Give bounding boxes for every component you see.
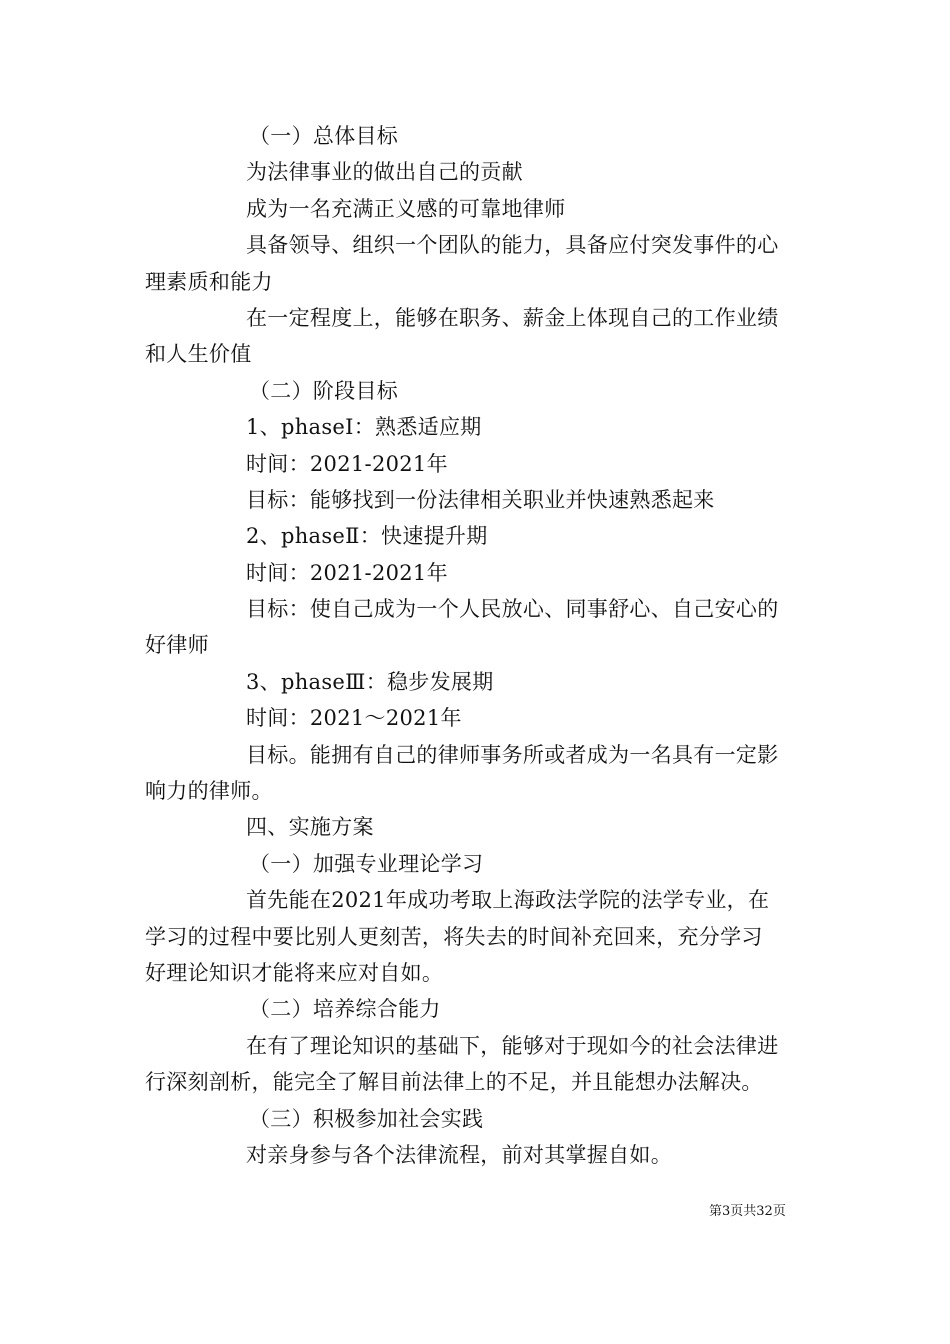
- text-line: 1、phaseⅠ：熟悉适应期: [246, 415, 482, 440]
- text-line: （三）积极参加社会实践: [249, 1106, 484, 1131]
- text-line: 和人生价值: [145, 342, 252, 367]
- text-line: 具备领导、组织一个团队的能力，具备应付突发事件的心: [246, 233, 779, 258]
- text-line: （二）阶段目标: [249, 378, 399, 403]
- text-line: 目标：使自己成为一个人民放心、同事舒心、自己安心的: [246, 597, 779, 622]
- text-line: 时间：2021-2021年: [246, 560, 448, 585]
- page-number-footer: 第3页共32页: [709, 1204, 786, 1219]
- text-line: 为法律事业的做出自己的贡献: [246, 160, 523, 185]
- text-line: 2、phaseⅡ：快速提升期: [246, 524, 488, 549]
- text-line: 时间：2021-2021年: [246, 451, 448, 476]
- text-line: 3、phaseⅢ：稳步发展期: [246, 669, 494, 694]
- text-line: 行深刻剖析，能完全了解目前法律上的不足，并且能想办法解决。: [145, 1070, 763, 1095]
- text-line: 好律师: [145, 633, 209, 658]
- text-line: 成为一名充满正义感的可靠地律师: [246, 196, 566, 221]
- text-line: 对亲身参与各个法律流程，前对其掌握自如。: [246, 1142, 672, 1167]
- text-line: 四、实施方案: [246, 815, 374, 840]
- text-line: （一）加强专业理论学习: [249, 851, 484, 876]
- text-line: 好理论知识才能将来应对自如。: [145, 960, 444, 985]
- text-line: 首先能在2021年成功考取上海政法学院的法学专业，在: [246, 888, 770, 913]
- document-body: [145, 118, 807, 1173]
- text-line: 在有了理论知识的基础下，能够对于现如今的社会法律进: [246, 1033, 779, 1058]
- text-line: （二）培养综合能力: [249, 997, 441, 1022]
- text-line: 时间：2021～2021年: [246, 706, 462, 731]
- text-line: 响力的律师。: [145, 779, 273, 804]
- text-line: 目标：能够找到一份法律相关职业并快速熟悉起来: [246, 487, 715, 512]
- text-line: 理素质和能力: [145, 269, 273, 294]
- text-line: 目标。能拥有自己的律师事务所或者成为一名具有一定影: [246, 742, 779, 767]
- text-line: 在一定程度上，能够在职务、薪金上体现自己的工作业绩: [246, 305, 779, 330]
- text-line: （一）总体目标: [249, 124, 399, 148]
- text-line: 学习的过程中要比别人更刻苦，将失去的时间补充回来，充分学习: [145, 924, 763, 949]
